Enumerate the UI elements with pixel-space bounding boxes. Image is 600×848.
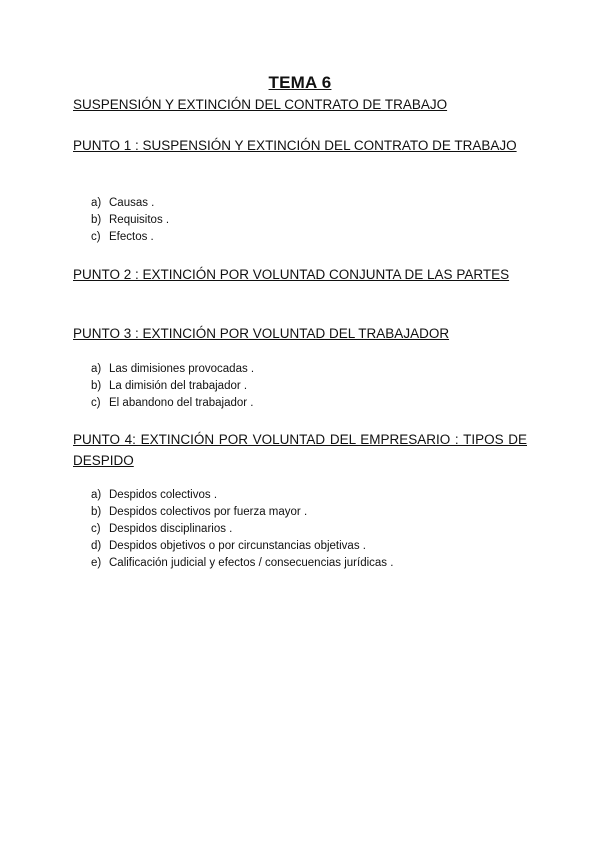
- list-marker: c): [91, 397, 101, 409]
- list-item-text: El abandono del trabajador .: [109, 397, 254, 409]
- list-item: [91, 212, 169, 229]
- list-marker: a): [91, 363, 102, 375]
- list-item: [91, 229, 169, 246]
- list-item-text: Efectos .: [109, 231, 154, 243]
- list-marker: a): [91, 197, 102, 209]
- list-item: [91, 395, 254, 412]
- list-item-text: La dimisión del trabajador .: [109, 380, 248, 392]
- list-marker: b): [91, 506, 102, 518]
- list-item: [91, 487, 393, 504]
- list-item: [91, 378, 254, 395]
- section-heading-punto-4: PUNTO 4: EXTINCIÓN POR VOLUNTAD DEL EMPRESARIO : TIPOS DE DESPIDO: [73, 432, 527, 468]
- page-title: TEMA 6: [268, 73, 332, 92]
- section-heading-punto-1: PUNTO 1 : SUSPENSIÓN Y EXTINCIÓN DEL CONTRATO DE TRABAJO: [73, 138, 517, 153]
- list-item-text: Calificación judicial y efectos / consecuencias jurídicas .: [109, 557, 394, 569]
- list-item: [91, 504, 393, 521]
- list-item-text: Requisitos .: [109, 214, 170, 226]
- list-marker: b): [91, 214, 102, 226]
- list-item: [91, 361, 254, 378]
- list-item: [91, 195, 169, 212]
- list-item: [91, 521, 393, 538]
- list-marker: d): [91, 540, 102, 552]
- list-item-text: Despidos objetivos o por circunstancias objetivas .: [109, 540, 366, 552]
- list-item-text: Despidos colectivos .: [109, 489, 218, 501]
- list-item-text: Causas .: [109, 197, 155, 209]
- list-marker: c): [91, 231, 101, 243]
- list-item-text: Las dimisiones provocadas .: [109, 363, 255, 375]
- section-heading-punto-3: PUNTO 3 : EXTINCIÓN POR VOLUNTAD DEL TRABAJADOR: [73, 326, 450, 341]
- page-subtitle: SUSPENSIÓN Y EXTINCIÓN DEL CONTRATO DE TRABAJO: [73, 97, 448, 112]
- list-marker: b): [91, 380, 102, 392]
- list-marker: a): [91, 489, 102, 501]
- section-list-punto-4: [91, 487, 393, 572]
- list-marker: e): [91, 557, 102, 569]
- list-marker: c): [91, 523, 101, 535]
- list-item: [91, 555, 393, 572]
- section-list-punto-1: [91, 195, 169, 246]
- list-item: [91, 538, 393, 555]
- section-list-punto-3: [91, 361, 254, 412]
- list-item-text: Despidos disciplinarios .: [109, 523, 233, 535]
- section-heading-punto-2: PUNTO 2 : EXTINCIÓN POR VOLUNTAD CONJUNTA DE LAS PARTES: [73, 267, 510, 282]
- list-item-text: Despidos colectivos por fuerza mayor .: [109, 506, 308, 518]
